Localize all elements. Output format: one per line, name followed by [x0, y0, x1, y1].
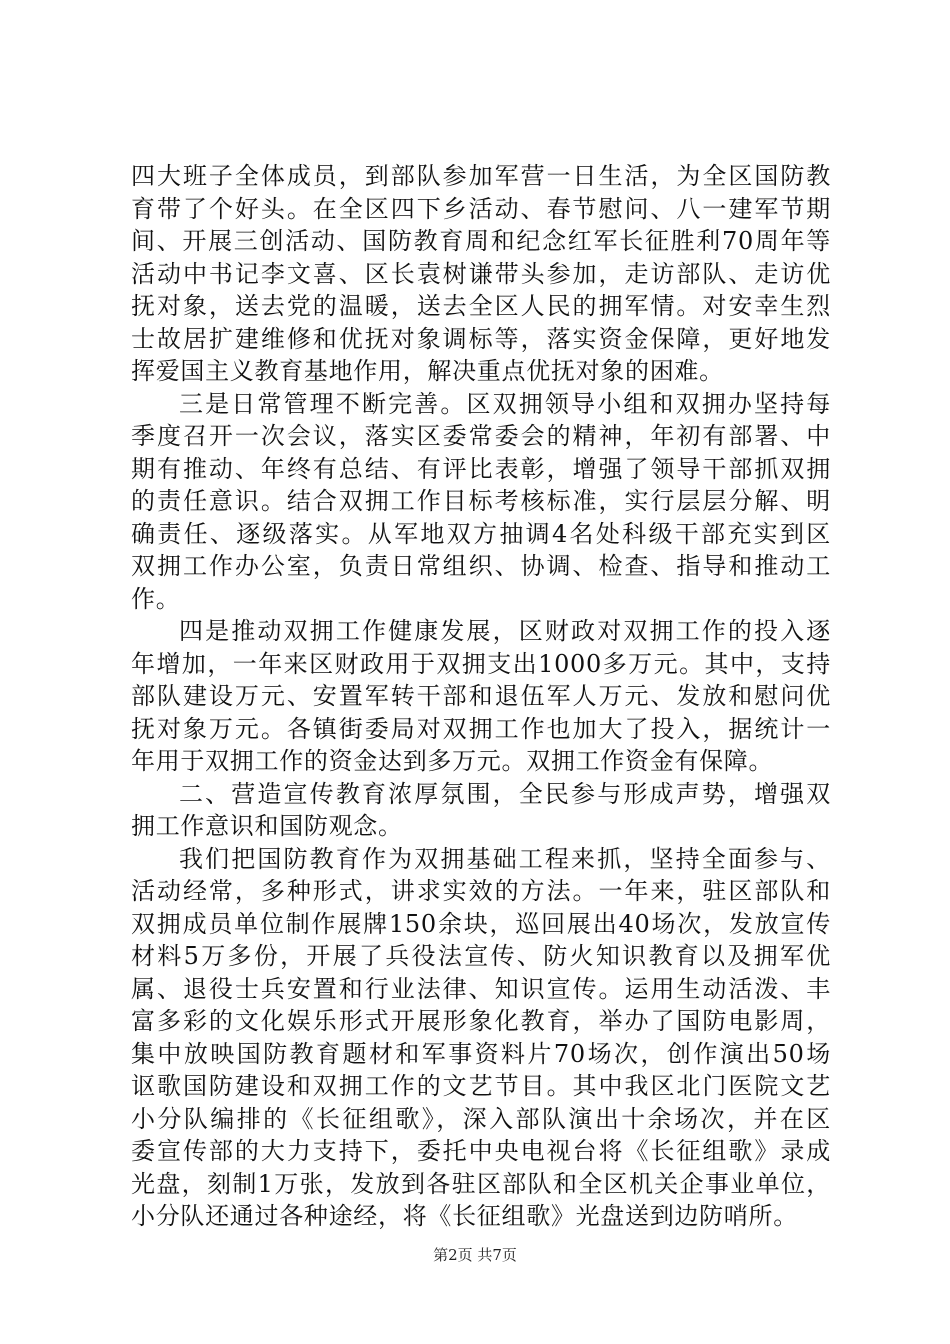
- text-line: 活动中书记李文喜、区长袁树谦带头参加，走访部队、走访优: [131, 259, 831, 288]
- text-line: 士故居扩建维修和优抚对象调标等，落实资金保障，更好地发: [131, 324, 831, 353]
- text-line: 确责任、逐级落实。从军地双方抽调4名处科级干部充实到区: [131, 519, 831, 548]
- text-line: 拥工作意识和国防观念。: [131, 812, 403, 840]
- document-body: [131, 160, 831, 1233]
- text-line: 部队建设万元、安置军转干部和退伍军人万元、发放和慰问优: [131, 682, 831, 710]
- text-line: 作。: [131, 584, 181, 613]
- text-line: 四大班子全体成员，到部队参加军营一日生活，为全区国防教: [131, 162, 831, 190]
- text-line: 富多彩的文化娱乐形式开展形象化教育，举办了国防电影周，: [131, 1007, 831, 1035]
- text-line: 集中放映国防教育题材和军事资料片70场次，创作演出50场: [131, 1039, 831, 1068]
- text-line: 四是推动双拥工作健康发展，区财政对双拥工作的投入逐: [179, 617, 831, 645]
- text-line: 委宣传部的大力支持下，委托中央电视台将《长征组歌》录成: [131, 1137, 831, 1165]
- text-line: 我们把国防教育作为双拥基础工程来抓，坚持全面参与、: [179, 844, 831, 873]
- page-number-label: 第2页 共7页: [433, 1246, 517, 1264]
- text-line: 抚对象，送去党的温暖，送去全区人民的拥军情。对安幸生烈: [131, 292, 831, 320]
- text-line: 三是日常管理不断完善。区双拥领导小组和双拥办坚持每: [179, 389, 831, 418]
- text-line: 抚对象万元。各镇街委局对双拥工作也加大了投入，据统计一: [131, 714, 831, 743]
- text-line: 光盘，刻制1万张，发放到各驻区部队和全区机关企事业单位，: [131, 1169, 831, 1198]
- text-line: 间、开展三创活动、国防教育周和纪念红军长征胜利70周年等: [131, 227, 831, 255]
- text-line: 小分队还通过各种途经，将《长征组歌》光盘送到边防哨所。: [131, 1202, 798, 1230]
- text-line: 双拥成员单位制作展牌150余块，巡回展出40场次，发放宣传: [131, 909, 831, 938]
- text-line: 挥爱国主义教育基地作用，解决重点优抚对象的困难。: [131, 357, 724, 385]
- text-line: 材料5万多份，开展了兵役法宣传、防火知识教育以及拥军优: [131, 942, 831, 970]
- text-line: 小分队编排的《长征组歌》，深入部队演出十余场次，并在区: [131, 1104, 831, 1133]
- text-line: 双拥工作办公室，负责日常组织、协调、检查、指导和推动工: [131, 552, 831, 580]
- text-line: 二、营造宣传教育浓厚氛围，全民参与形成声势，增强双: [179, 779, 831, 808]
- text-line: 属、退役士兵安置和行业法律、知识宣传。运用生动活泼、丰: [131, 974, 831, 1003]
- page-footer: [0, 1244, 950, 1265]
- text-line: 讴歌国防建设和双拥工作的文艺节目。其中我区北门医院文艺: [131, 1072, 831, 1100]
- text-line: 季度召开一次会议，落实区委常委会的精神，年初有部署、中: [131, 422, 831, 450]
- text-line: 年增加，一年来区财政用于双拥支出1000多万元。其中，支持: [131, 649, 831, 678]
- text-line: 活动经常，多种形式，讲求实效的方法。一年来，驻区部队和: [131, 877, 831, 905]
- text-line: 育带了个好头。在全区四下乡活动、春节慰问、八一建军节期: [131, 194, 831, 223]
- text-line: 年用于双拥工作的资金达到多万元。双拥工作资金有保障。: [131, 747, 774, 775]
- text-line: 的责任意识。结合双拥工作目标考核标准，实行层层分解、明: [131, 487, 831, 515]
- text-line: 期有推动、年终有总结、有评比表彰，增强了领导干部抓双拥: [131, 454, 831, 483]
